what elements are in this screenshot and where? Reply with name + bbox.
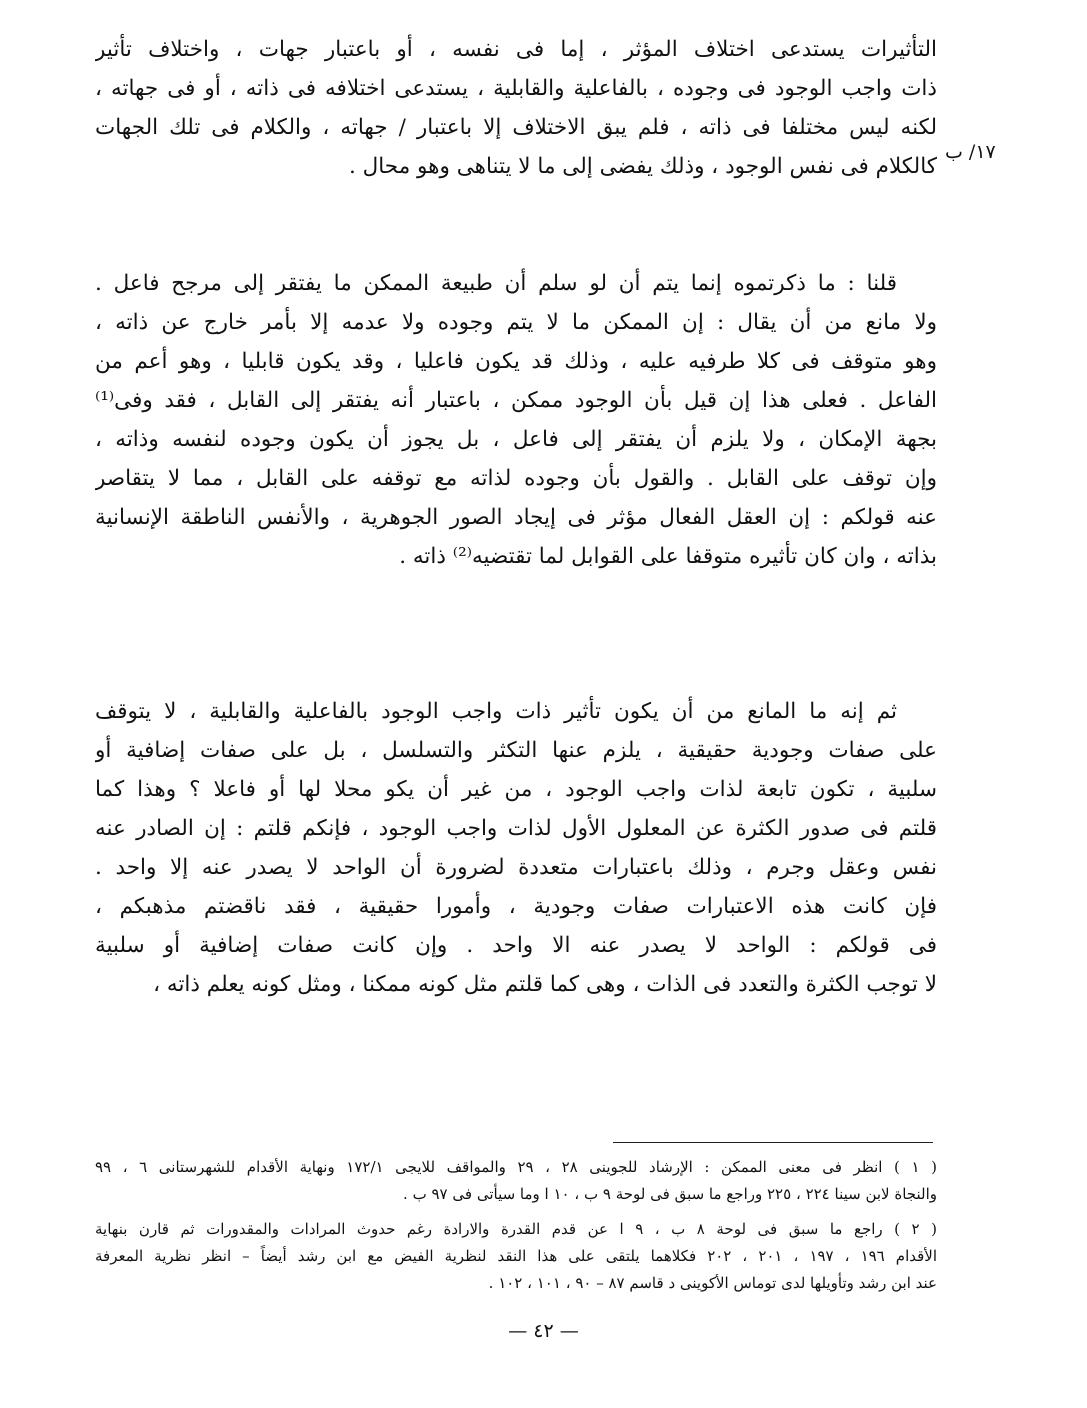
paragraph-3 <box>95 692 937 1004</box>
text-line: ثم إنه ما المانع من أن يكون تأثير ذات واجب الوجود بالفاعلية والقابلية ، لا يتوقف <box>95 699 897 724</box>
text-line: فى قولكم : الواحد لا يصدر عنه الا واحد . وإن كانت صفات إضافية أو سلبية <box>95 933 937 958</box>
footnote-1 <box>95 1154 937 1208</box>
text-line: فإن كانت هذه الاعتبارات صفات وجودية ، وأمورا حقيقية ، فقد ناقضتم مذهبكم ، <box>95 894 937 919</box>
text-line: بجهة الإمكان ، ولا يلزم أن يفتقر إلى فاعل ، بل يجوز أن يكون وجوده لنفسه وذاته ، <box>95 427 937 452</box>
text-line: كالكلام فى نفس الوجود ، وذلك يفضى إلى ما لا يتناهى وهو محال . <box>348 154 937 179</box>
text-line: بذاته ، وان كان تأثيره متوقفا على القوابل لما تقتضيه⁽²⁾ ذاته . <box>399 544 937 569</box>
text-line: عنه قولكم : إن العقل الفعال مؤثر فى إيجاد الصور الجوهرية ، والأنفس الناطقة الإنسانية <box>95 505 937 530</box>
text-line: ولا مانع من أن يقال : إن الممكن ما لا يتم وجوده ولا عدمه إلا بأمر خارج عن ذاته ، <box>95 310 937 335</box>
text-line: على صفات وجودية حقيقية ، يلزم عنها التكثر والتسلسل ، بل على صفات إضافية أو <box>95 738 937 763</box>
text-line: نفس وعقل وجرم ، وذلك باعتبارات متعددة لضرورة أن الواحد لا يصدر عنه إلا واحد . <box>95 855 937 880</box>
footnote-divider <box>613 1142 933 1143</box>
text-line: لكنه ليس مختلفا فى ذاته ، فلم يبق الاختلاف إلا باعتبار / جهاته ، والكلام فى تلك الجهات <box>95 115 937 140</box>
paragraph-2 <box>95 264 937 576</box>
paragraph-1 <box>95 30 937 186</box>
footnote-2 <box>95 1216 937 1297</box>
footnote-line: الأقدام ١٩٦ ، ١٩٧ ، ٢٠١ ، ٢٠٢ فكلاهما يلتقى على هذا النقد لنظرية الفيض مع ابن رشد أيضاً – انظر نظرية المعرفة <box>95 1247 937 1265</box>
text-line: الفاعل . فعلى هذا إن قيل بأن الوجود ممكن ، باعتبار أنه يفتقر إلى القابل ، فقد وفى⁽¹⁾ <box>95 388 937 413</box>
text-line: التأثيرات يستدعى اختلاف المؤثر ، إما فى نفسه ، أو باعتبار جهات ، واختلاف تأثير <box>95 37 937 62</box>
text-line: وهو متوقف فى كلا طرفيه عليه ، وذلك قد يكون فاعليا ، وقد يكون قابليا ، وهو أعم من <box>95 349 937 374</box>
text-line: ذات واجب الوجود فى وجوده ، بالفاعلية والقابلية ، يستدعى اختلافه فى ذاته ، أو فى جهاته ، <box>95 76 937 101</box>
page-number: — ٤٢ — <box>508 1320 579 1342</box>
footnote-line: عند ابن رشد وتأويلها لدى توماس الأكوينى د قاسم ٨٧ – ٩٠ ، ١٠١ ، ١٠٢ . <box>488 1274 937 1292</box>
footnote-line: ( ١ ) انظر فى معنى الممكن : الإرشاد للجوينى ٢٨ ، ٢٩ والمواقف للايجى ١٧٢/١ ونهاية الأقدام للشهرستانى ٦ ، ٩٩ <box>95 1158 937 1176</box>
text-line: لا توجب الكثرة والتعدد فى الذات ، وهى كما قلتم مثل كونه ممكنا ، ومثل كونه يعلم ذاته ، <box>153 972 937 997</box>
text-line: وإن توقف على القابل . والقول بأن وجوده لذاته مع توقفه على القابل ، مما لا يتقاصر <box>95 466 937 491</box>
text-line: قلتم فى صدور الكثرة عن المعلول الأول لذات واجب الوجود ، فإنكم قلتم : إن الصادر عنه <box>95 816 937 841</box>
margin-folio-note: ١٧/ ب <box>945 141 996 163</box>
text-line: سلبية ، تكون تابعة لذات واجب الوجود ، من غير أن يكو محلا لها أو فاعلا ؟ وهذا كما <box>95 777 937 802</box>
footnote-line: والنجاة لابن سينا ٢٢٤ ، ٢٢٥ وراجع ما سبق فى لوحة ٩ ب ، ١٠ ا وما سيأتى فى ٩٧ ب . <box>403 1185 937 1203</box>
footnote-line: ( ٢ ) راجع ما سبق فى لوحة ٨ ب ، ٩ ا عن قدم القدرة والارادة رغم حدوث المرادات والمقدورات ثم قارن بنهاية <box>95 1220 937 1238</box>
text-line: قلنا : ما ذكرتموه إنما يتم أن لو سلم أن طبيعة الممكن ما يفتقر إلى مرجح فاعل . <box>95 271 897 296</box>
